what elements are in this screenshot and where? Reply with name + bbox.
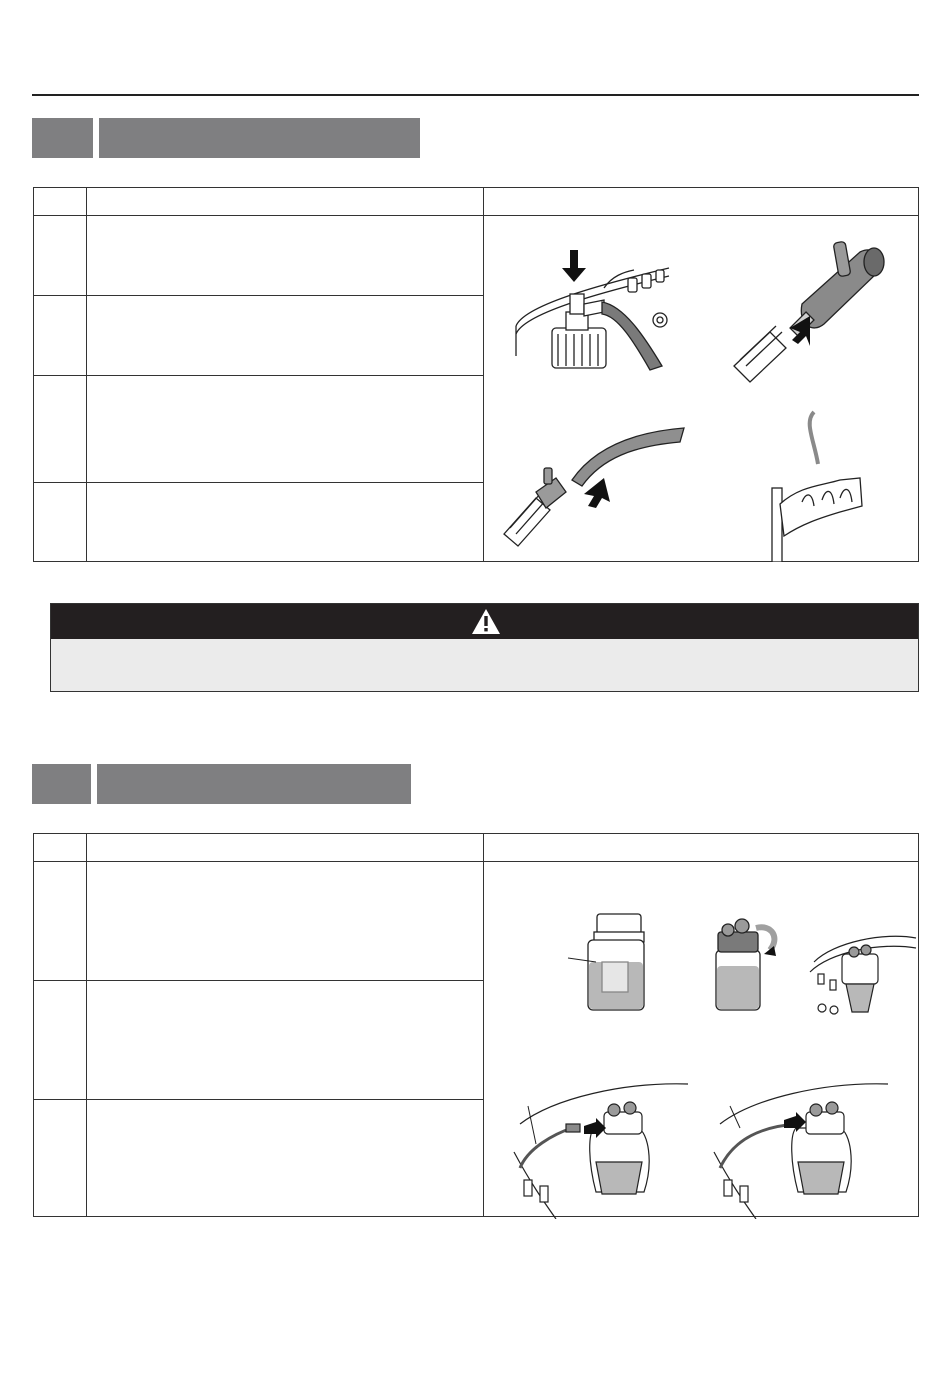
step-text <box>87 376 484 483</box>
reagent-bottle-illustration <box>568 914 644 1010</box>
top-rule <box>32 94 919 96</box>
warning-box <box>50 603 919 692</box>
header-step <box>34 834 87 862</box>
table-row <box>34 216 919 296</box>
cap-bottle-illustration <box>716 919 776 1010</box>
bottle-setup-illustrations <box>484 862 918 1219</box>
warning-triangle-icon <box>471 608 501 635</box>
header-procedure <box>87 834 484 862</box>
step-text <box>87 296 484 376</box>
section-1-steps-table <box>33 187 919 562</box>
header-step <box>34 188 87 216</box>
t-piece-insert-illustration <box>734 241 884 382</box>
arrow-left-icon <box>584 478 610 508</box>
arrow-down-icon <box>562 250 586 282</box>
tube-holder-illustration <box>772 412 862 562</box>
step-number <box>34 216 87 296</box>
section-1-illustrations <box>484 216 919 562</box>
table-row <box>34 862 919 981</box>
step-number <box>34 296 87 376</box>
step-number <box>34 862 87 981</box>
step-number <box>34 1100 87 1217</box>
section-1-title-bar <box>99 118 420 158</box>
hose-connection-illustrations <box>484 216 918 562</box>
installed-bottle-illustration <box>810 936 916 1014</box>
section-2-title-bar <box>97 764 411 804</box>
step-number <box>34 981 87 1100</box>
step-number <box>34 376 87 483</box>
header-illustration <box>484 188 919 216</box>
step-number <box>34 483 87 562</box>
fitting-insert-illustration <box>516 268 669 370</box>
step-text <box>87 1100 484 1217</box>
table-header-row <box>34 834 919 862</box>
header-illustration <box>484 834 919 862</box>
warning-header-bar <box>51 604 918 639</box>
tube-connect-illustration-1 <box>514 1084 688 1219</box>
step-text <box>87 216 484 296</box>
section-2-steps-table <box>33 833 919 1217</box>
tube-connect-illustration-2 <box>714 1084 888 1219</box>
section-2-illustrations <box>484 862 919 1217</box>
table-header-row <box>34 188 919 216</box>
section-2-number-box <box>32 764 91 804</box>
step-text <box>87 981 484 1100</box>
step-text <box>87 862 484 981</box>
header-procedure <box>87 188 484 216</box>
warning-text <box>51 639 918 655</box>
step-text <box>87 483 484 562</box>
section-1-number-box <box>32 118 93 158</box>
